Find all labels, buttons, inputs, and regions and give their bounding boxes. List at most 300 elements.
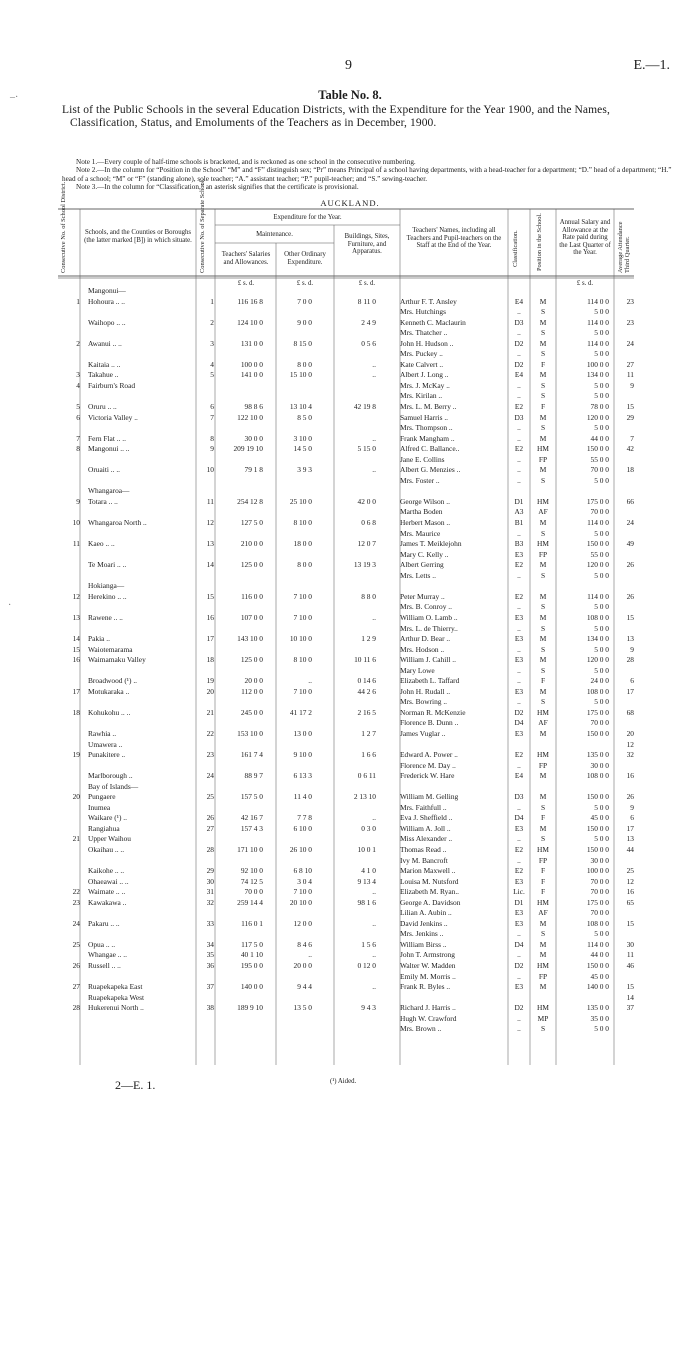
- annual-salary: 5 0 0: [594, 665, 609, 675]
- salaries: 140 0 0: [240, 982, 263, 992]
- school-name: Herekino .. ..: [88, 591, 127, 601]
- buildings: 8 8 0: [361, 591, 376, 601]
- classification: ..: [517, 570, 521, 580]
- salaries: 157 5 0: [240, 792, 263, 802]
- classification: Lic.: [513, 887, 525, 897]
- attendance: 27: [626, 359, 634, 369]
- lsd-other: £ s. d.: [296, 280, 314, 287]
- position: S: [540, 475, 546, 485]
- other-expenditure: 8 10 0: [293, 655, 312, 665]
- table-row: [58, 655, 634, 666]
- table-row: [58, 413, 634, 424]
- other-expenditure: 8 0 0: [297, 359, 312, 369]
- position: HM: [537, 897, 549, 907]
- school-no: 5: [210, 370, 214, 380]
- classification: ..: [517, 665, 521, 675]
- district-no: 8: [76, 444, 80, 454]
- teacher-name: Mrs. Bowring ..: [400, 697, 448, 707]
- col-head-teachers: Teachers' Names, including all Teachers and Pupil-teachers on the Staff at the End of the Year.: [406, 227, 502, 250]
- school-name: Waimamaku Valley: [88, 655, 146, 665]
- attendance: 11: [626, 950, 634, 960]
- teacher-name: Norman R. McKenzie: [400, 707, 466, 717]
- classification: ..: [517, 644, 521, 654]
- classification: E3: [514, 549, 524, 559]
- district-no: 20: [72, 792, 80, 802]
- teacher-name: Herbert Mason ..: [400, 518, 451, 528]
- table-row: [58, 360, 634, 371]
- annual-salary: 120 0 0: [586, 412, 609, 422]
- position: HM: [537, 707, 549, 717]
- attendance: 15: [626, 402, 634, 412]
- salaries: 107 0 0: [240, 612, 263, 622]
- other-expenditure: ..: [308, 676, 312, 686]
- teacher-name: William J. Cahill ..: [400, 655, 456, 665]
- table-row: [58, 571, 634, 582]
- classification: ..: [517, 328, 521, 338]
- table-row: [58, 950, 634, 961]
- district-no: 10: [72, 518, 80, 528]
- table-row: [58, 434, 634, 445]
- table-row: [58, 307, 634, 318]
- annual-salary: 114 0 0: [587, 338, 609, 348]
- annual-salary: 135 0 0: [586, 750, 609, 760]
- school-name: Ruapekapeka West: [88, 992, 145, 1002]
- buildings: 9 13 4: [357, 876, 376, 886]
- buildings: ..: [372, 465, 376, 475]
- attendance: 26: [626, 591, 634, 601]
- position: S: [540, 665, 546, 675]
- district-heading: AUCKLAND.: [320, 198, 380, 208]
- school-name: Opua .. ..: [88, 939, 116, 949]
- other-expenditure: 7 10 0: [293, 591, 312, 601]
- buildings: 0 6 11: [357, 771, 376, 781]
- district-no: 7: [76, 433, 80, 443]
- table-row: [58, 750, 634, 761]
- classification: E3: [514, 686, 524, 696]
- annual-salary: 5 0 0: [594, 349, 609, 359]
- annual-salary: 108 0 0: [586, 686, 609, 696]
- school-no: 20: [206, 686, 214, 696]
- district-no: 14: [72, 634, 80, 644]
- salaries: 245 0 0: [240, 707, 263, 717]
- table-row: [58, 792, 634, 803]
- position: S: [540, 697, 546, 707]
- position: M: [539, 686, 547, 696]
- attendance: 25: [626, 866, 634, 876]
- classification: ..: [517, 971, 521, 981]
- attendance: 12: [626, 876, 634, 886]
- attendance: 9: [630, 380, 634, 390]
- teacher-name: Florence M. Day ..: [400, 760, 456, 770]
- classification: ..: [517, 307, 521, 317]
- position: M: [539, 296, 547, 306]
- attendance: 42: [626, 444, 634, 454]
- school-name: Kohukohu .. ..: [88, 707, 131, 717]
- teacher-name: Arthur F. T. Ansley: [400, 296, 457, 306]
- salaries: 42 16 7: [240, 813, 263, 823]
- position: S: [540, 528, 546, 538]
- other-expenditure: 9 10 0: [293, 750, 312, 760]
- school-name: Upper Waihou: [88, 834, 131, 844]
- district-no: 28: [72, 1003, 80, 1013]
- school-name: Waikare (¹) ..: [88, 813, 127, 823]
- buildings: ..: [372, 813, 376, 823]
- other-expenditure: 8 4 6: [297, 939, 312, 949]
- annual-salary: 5 0 0: [594, 623, 609, 633]
- district-no: 19: [72, 750, 80, 760]
- attendance: 46: [626, 961, 634, 970]
- teacher-name: Albert J. Long ..: [400, 370, 449, 380]
- other-expenditure: 6 8 10: [293, 866, 312, 876]
- salaries: 127 5 0: [240, 518, 263, 528]
- salaries: 40 1 10: [240, 950, 263, 960]
- buildings: ..: [372, 918, 376, 928]
- attendance: 6: [630, 813, 634, 823]
- teacher-name: Edward A. Power ..: [400, 750, 458, 760]
- salaries: 125 0 0: [240, 655, 263, 665]
- school-name: Pungaere: [88, 792, 116, 802]
- teacher-name: Kenneth C. Maclaurin: [400, 317, 466, 327]
- school-no: 6: [210, 402, 214, 412]
- annual-salary: 175 0 0: [586, 707, 609, 717]
- classification: D2: [514, 1003, 524, 1013]
- teacher-name: Arthur D. Bear ..: [400, 634, 451, 644]
- table-row: [58, 729, 634, 740]
- school-name: Te Moari .. ..: [88, 560, 127, 570]
- attendance: 15: [626, 918, 634, 928]
- table-row: [58, 813, 634, 824]
- school-no: 9: [210, 444, 214, 454]
- salaries: 117 5 0: [241, 939, 263, 949]
- classification: E2: [514, 750, 524, 760]
- classification: ..: [517, 697, 521, 707]
- school-no: 24: [206, 771, 214, 781]
- position: M: [539, 792, 547, 802]
- annual-salary: 134 0 0: [586, 634, 609, 644]
- annual-salary: 55 0 0: [590, 549, 609, 559]
- school-name: Inumea: [88, 802, 111, 812]
- school-no: 31: [206, 887, 214, 897]
- other-expenditure: 3 10 0: [293, 433, 312, 443]
- salaries: 195 0 0: [240, 961, 263, 970]
- teacher-name: Frank Mangham ..: [400, 433, 455, 443]
- attendance: 66: [626, 496, 634, 506]
- buildings: 0 14 6: [357, 676, 376, 686]
- margin-mark: ·: [8, 600, 12, 611]
- attendance: 6: [630, 676, 634, 686]
- attendance: 23: [626, 296, 634, 306]
- district-no: 27: [72, 982, 80, 992]
- position: HM: [537, 961, 549, 970]
- table-row: [58, 318, 634, 329]
- position: HM: [537, 750, 549, 760]
- school-name: Mangonui—: [88, 286, 126, 295]
- attendance: 11: [626, 370, 634, 380]
- teacher-name: James T. Meiklejohn: [400, 539, 462, 549]
- attendance: 20: [626, 728, 634, 738]
- school-no: 2: [210, 317, 214, 327]
- attendance: 24: [626, 518, 634, 528]
- salaries: 88 9 7: [244, 771, 263, 781]
- school-name: Waimate .. ..: [88, 887, 126, 897]
- school-name: Kaeo .. ..: [88, 539, 115, 549]
- table-row: [58, 1014, 634, 1025]
- teacher-name: Mary Lowe: [400, 665, 435, 675]
- annual-salary: 108 0 0: [586, 771, 609, 781]
- position: F: [540, 887, 546, 897]
- district-no: 1: [76, 296, 80, 306]
- table-row: [58, 391, 634, 402]
- salaries: 124 10 0: [237, 317, 263, 327]
- school-no: 18: [206, 655, 214, 665]
- note-3: Note 3.—In the column for “Classification,” an asterisk signifies that the certificate is provisional.: [76, 183, 359, 192]
- table-row: [58, 771, 634, 782]
- table-row: [58, 602, 634, 613]
- table-row: [58, 444, 634, 455]
- school-no: 8: [210, 433, 214, 443]
- table-row: [58, 908, 634, 919]
- lsd-annual: £ s. d.: [576, 280, 594, 287]
- annual-salary: 5 0 0: [594, 602, 609, 612]
- school-name: Hokianga—: [88, 581, 125, 591]
- annual-salary: 55 0 0: [590, 454, 609, 464]
- teacher-name: John H. Hudson ..: [400, 338, 454, 348]
- teacher-name: James Vuglar ..: [400, 728, 446, 738]
- table-row: [58, 539, 634, 550]
- table-row: [58, 402, 634, 413]
- classification: ..: [517, 802, 521, 812]
- classification: ..: [517, 465, 521, 475]
- annual-salary: 120 0 0: [586, 655, 609, 665]
- buildings: 2 16 5: [357, 707, 376, 717]
- school-no: 16: [206, 612, 214, 622]
- position: M: [539, 412, 547, 422]
- attendance: 12: [626, 739, 634, 749]
- annual-salary: 150 0 0: [586, 792, 609, 802]
- other-expenditure: 9 0 0: [297, 317, 312, 327]
- annual-salary: 108 0 0: [586, 612, 609, 622]
- teacher-name: Peter Murray ..: [400, 591, 445, 601]
- position: M: [539, 433, 547, 443]
- annual-salary: 135 0 0: [586, 1003, 609, 1013]
- classification: ..: [517, 349, 521, 359]
- position: FP: [538, 855, 548, 865]
- table-row: [58, 740, 634, 751]
- attendance: 15: [626, 612, 634, 622]
- classification: E3: [514, 823, 524, 833]
- annual-salary: 114 0 0: [587, 518, 609, 528]
- school-no: 26: [206, 813, 214, 823]
- attendance: 17: [626, 686, 634, 696]
- teacher-name: Mrs. Faithfull ..: [400, 802, 447, 812]
- school-name: Kaitaia .. ..: [88, 359, 121, 369]
- classification: ..: [517, 602, 521, 612]
- buildings: 1 6 6: [361, 750, 376, 760]
- teacher-name: John H. Rudall ..: [400, 686, 451, 696]
- annual-salary: 70 0 0: [590, 887, 609, 897]
- classification: D4: [514, 939, 524, 949]
- district-no: 23: [72, 897, 80, 907]
- classification: E3: [514, 728, 524, 738]
- position: F: [540, 876, 546, 886]
- position: M: [539, 771, 547, 781]
- other-expenditure: 13 0 0: [293, 728, 312, 738]
- school-no: 22: [206, 728, 214, 738]
- school-no: 10: [206, 465, 214, 475]
- school-name: Bay of Islands—: [88, 781, 139, 791]
- school-no: 25: [206, 792, 214, 802]
- salaries: 189 9 10: [237, 1003, 263, 1013]
- table-body: [58, 286, 634, 1035]
- table-row: [58, 824, 634, 835]
- school-name: Kawakawa ..: [88, 897, 127, 907]
- other-expenditure: 13 10 4: [289, 402, 312, 412]
- position: M: [539, 465, 547, 475]
- teacher-name: Walter W. Madden: [400, 961, 456, 970]
- position: MP: [537, 1013, 549, 1023]
- table-row: [58, 972, 634, 983]
- attendance: 26: [626, 560, 634, 570]
- attendance: 14: [626, 992, 634, 1002]
- classification: ..: [517, 1024, 521, 1034]
- annual-salary: 30 0 0: [590, 855, 609, 865]
- teacher-name: Hugh W. Crawford: [400, 1013, 457, 1023]
- teacher-name: Miss Alexander ..: [400, 834, 453, 844]
- position: M: [539, 918, 547, 928]
- buildings: 1 2 9: [361, 634, 376, 644]
- school-name: Rangiahua: [88, 823, 120, 833]
- school-name: Kaikohe .. ..: [88, 866, 125, 876]
- table-row: [58, 581, 634, 592]
- position: M: [539, 655, 547, 665]
- teacher-name: Thomas Read ..: [400, 844, 447, 854]
- school-name: Totara .. ..: [88, 496, 118, 506]
- annual-salary: 100 0 0: [586, 866, 609, 876]
- table-title: Table No. 8.: [318, 88, 382, 102]
- classification: E3: [514, 908, 524, 918]
- school-name: Oruaiti .. ..: [88, 465, 121, 475]
- annual-salary: 78 0 0: [590, 402, 609, 412]
- table-row: [58, 940, 634, 951]
- school-name: Punakitere ..: [88, 750, 126, 760]
- teacher-name: Albert Gerring: [400, 560, 444, 570]
- district-no: 16: [72, 655, 80, 665]
- classification: E2: [514, 844, 524, 854]
- annual-salary: 175 0 0: [586, 897, 609, 907]
- annual-salary: 44 0 0: [590, 950, 609, 960]
- school-name: Mangonui .. ..: [88, 444, 130, 454]
- col-head-school-no: Consecutive No. of Separate School.: [199, 178, 206, 273]
- annual-salary: 5 0 0: [594, 697, 609, 707]
- school-no: 29: [206, 866, 214, 876]
- table-row: [58, 518, 634, 529]
- school-name: Fairburn's Road: [88, 380, 136, 390]
- district-no: 15: [72, 644, 80, 654]
- school-name: Okaihau .. ..: [88, 844, 125, 854]
- attendance: 29: [626, 412, 634, 422]
- classification: E2: [514, 444, 524, 454]
- table-row: [58, 866, 634, 877]
- salaries: 161 7 4: [240, 750, 263, 760]
- school-no: 37: [206, 982, 214, 992]
- classification: E2: [514, 866, 524, 876]
- table-row: [58, 370, 634, 381]
- attendance: 9: [630, 802, 634, 812]
- teacher-name: Mrs. Maurice: [400, 528, 441, 538]
- classification: ..: [517, 950, 521, 960]
- school-name: Takahue ..: [88, 370, 119, 380]
- other-expenditure: 20 0 0: [293, 961, 312, 970]
- salaries: 141 0 0: [240, 370, 263, 380]
- teacher-name: Mrs. B. Conroy ..: [400, 602, 452, 612]
- annual-salary: 5 0 0: [594, 834, 609, 844]
- buildings: 0 12 0: [357, 961, 376, 970]
- position: HM: [537, 496, 549, 506]
- annual-salary: 70 0 0: [590, 908, 609, 918]
- classification: E2: [514, 560, 524, 570]
- position: M: [539, 518, 547, 528]
- other-expenditure: 7 10 0: [293, 612, 312, 622]
- salaries: 112 0 0: [241, 686, 263, 696]
- teacher-name: Mrs. Hodson ..: [400, 644, 445, 654]
- footer-reference: 2—E. 1.: [115, 1078, 156, 1092]
- classification: D1: [514, 496, 524, 506]
- annual-salary: 5 0 0: [594, 423, 609, 433]
- buildings: 12 0 7: [357, 539, 376, 549]
- table-row: [58, 708, 634, 719]
- position: FP: [538, 971, 548, 981]
- buildings: 42 0 0: [357, 496, 376, 506]
- teacher-name: Mrs. Letts ..: [400, 570, 436, 580]
- position: S: [540, 307, 546, 317]
- position: M: [539, 370, 547, 380]
- buildings: 42 19 8: [353, 402, 376, 412]
- school-no: 1: [210, 296, 214, 306]
- annual-salary: 5 0 0: [594, 570, 609, 580]
- classification: B3: [514, 539, 524, 549]
- classification: D4: [514, 718, 524, 728]
- table-row: [58, 898, 634, 909]
- page-reference: E.—1.: [633, 58, 670, 73]
- table-row: [58, 634, 634, 645]
- attendance: 13: [626, 634, 634, 644]
- table-row: [58, 560, 634, 571]
- salaries: 157 4 3: [240, 823, 263, 833]
- annual-salary: 150 0 0: [586, 844, 609, 854]
- teacher-name: Mrs. Jenkins ..: [400, 929, 444, 939]
- school-no: 36: [206, 961, 214, 970]
- salaries: 171 10 0: [237, 844, 263, 854]
- other-expenditure: 7 10 0: [293, 887, 312, 897]
- district-no: 2: [76, 338, 80, 348]
- teacher-name: Alfred C. Ballance..: [400, 444, 460, 454]
- teacher-name: Albert G. Menzies ..: [400, 465, 461, 475]
- annual-salary: 44 0 0: [590, 433, 609, 443]
- position: M: [539, 560, 547, 570]
- classification: E3: [514, 876, 524, 886]
- classification: D2: [514, 961, 524, 970]
- salaries: 79 1 8: [244, 465, 263, 475]
- other-expenditure: 7 7 8: [297, 813, 312, 823]
- attendance: 23: [626, 317, 634, 327]
- teacher-name: Mrs. Foster ..: [400, 475, 440, 485]
- attendance: 37: [626, 1003, 634, 1013]
- buildings: 44 2 6: [357, 686, 376, 696]
- table-row: [58, 919, 634, 930]
- other-expenditure: 9 4 4: [297, 982, 312, 992]
- classification: D3: [514, 792, 524, 802]
- buildings: 5 15 0: [357, 444, 376, 454]
